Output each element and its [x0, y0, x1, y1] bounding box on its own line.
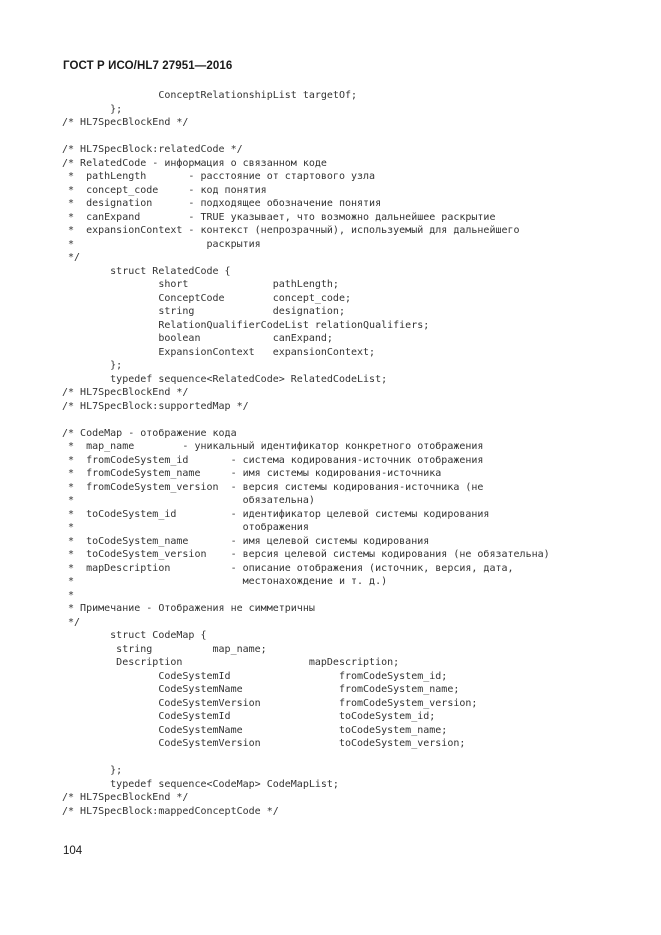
code-line: * Примечание - Отображения не симметричны: [62, 603, 315, 614]
code-line: ConceptCode concept_code;: [62, 292, 351, 304]
code-line: boolean canExpand;: [62, 333, 333, 344]
code-line: };: [62, 360, 123, 371]
code-line: /* RelatedCode - информация о связанном коде: [62, 157, 327, 169]
code-line: * fromCodeSystem_name - имя системы кодирования-источника: [62, 468, 442, 479]
code-line: * map_name - уникальный идентификатор конкретного отображения: [62, 441, 484, 452]
code-line: [62, 130, 550, 144]
code-line: ExpansionContext expansionContext;: [62, 346, 376, 358]
code-line: /* CodeMap - отображение кода: [62, 427, 237, 439]
code-line: * раскрытия: [62, 238, 261, 250]
code-line: /* HL7SpecBlockEnd */: [62, 117, 189, 128]
code-line: struct RelatedCode {: [62, 265, 231, 277]
code-line: * отображения: [62, 522, 309, 533]
code-line: * expansionContext - контекст (непрозрачный), используемый для дальнейшего: [62, 225, 520, 236]
code-line: string map_name;: [62, 643, 267, 655]
code-line: string designation;: [62, 306, 345, 317]
document-standard-title: ГОСТ Р ИСО/HL7 27951—2016: [63, 60, 233, 72]
code-line: RelationQualifierCodeList relationQualifiers;: [62, 319, 430, 331]
code-line: Description mapDescription;: [62, 657, 400, 668]
code-line: /* HL7SpecBlock:mappedConceptCode */: [62, 805, 279, 817]
code-line: [62, 751, 550, 765]
code-line: * fromCodeSystem_id - система кодирования-источник отображения: [62, 454, 484, 466]
page-number: 104: [63, 845, 83, 857]
code-line: * designation - подходящее обозначение понятия: [62, 198, 382, 209]
code-line: ConceptRelationshipList targetOf;: [62, 90, 358, 101]
code-line: CodeSystemVersion fromCodeSystem_version;: [62, 697, 478, 709]
code-line: /* HL7SpecBlock:relatedCode */: [62, 144, 243, 155]
code-line: [62, 413, 550, 427]
code-line: };: [62, 765, 123, 776]
code-line: CodeSystemName fromCodeSystem_name;: [62, 684, 460, 695]
code-line: *: [62, 589, 75, 601]
code-line: };: [62, 103, 123, 115]
code-listing: [62, 89, 550, 818]
code-line: struct CodeMap {: [62, 630, 207, 641]
code-line: CodeSystemName toCodeSystem_name;: [62, 724, 448, 736]
code-line: CodeSystemId fromCodeSystem_id;: [62, 670, 448, 682]
code-line: typedef sequence<RelatedCode> RelatedCodeList;: [62, 373, 388, 385]
code-line: */: [62, 616, 81, 628]
code-line: short pathLength;: [62, 279, 339, 290]
code-line: typedef sequence<CodeMap> CodeMapList;: [62, 778, 339, 790]
code-line: /* HL7SpecBlockEnd */: [62, 387, 189, 398]
code-line: CodeSystemId toCodeSystem_id;: [62, 711, 436, 722]
code-line: * canExpand - TRUE указывает, что возможно дальнейшее раскрытие: [62, 211, 496, 223]
code-line: * местонахождение и т. д.): [62, 576, 388, 587]
code-line: */: [62, 252, 81, 263]
code-line: * обязательна): [62, 495, 315, 506]
code-line: * mapDescription - описание отображения (источник, версия, дата,: [62, 562, 514, 574]
code-line: * toCodeSystem_name - имя целевой системы кодирования: [62, 535, 430, 547]
code-line: CodeSystemVersion toCodeSystem_version;: [62, 738, 466, 749]
code-line: * pathLength - расстояние от стартового узла: [62, 171, 376, 182]
code-line: * toCodeSystem_id - идентификатор целевой системы кодирования: [62, 508, 490, 520]
code-line: * concept_code - код понятия: [62, 184, 267, 196]
code-line: /* HL7SpecBlockEnd */: [62, 792, 189, 803]
code-line: * fromCodeSystem_version - версия системы кодирования-источника (не: [62, 481, 484, 493]
code-line: /* HL7SpecBlock:supportedMap */: [62, 400, 249, 412]
code-line: * toCodeSystem_version - версия целевой системы кодирования (не обязательна): [62, 549, 550, 560]
